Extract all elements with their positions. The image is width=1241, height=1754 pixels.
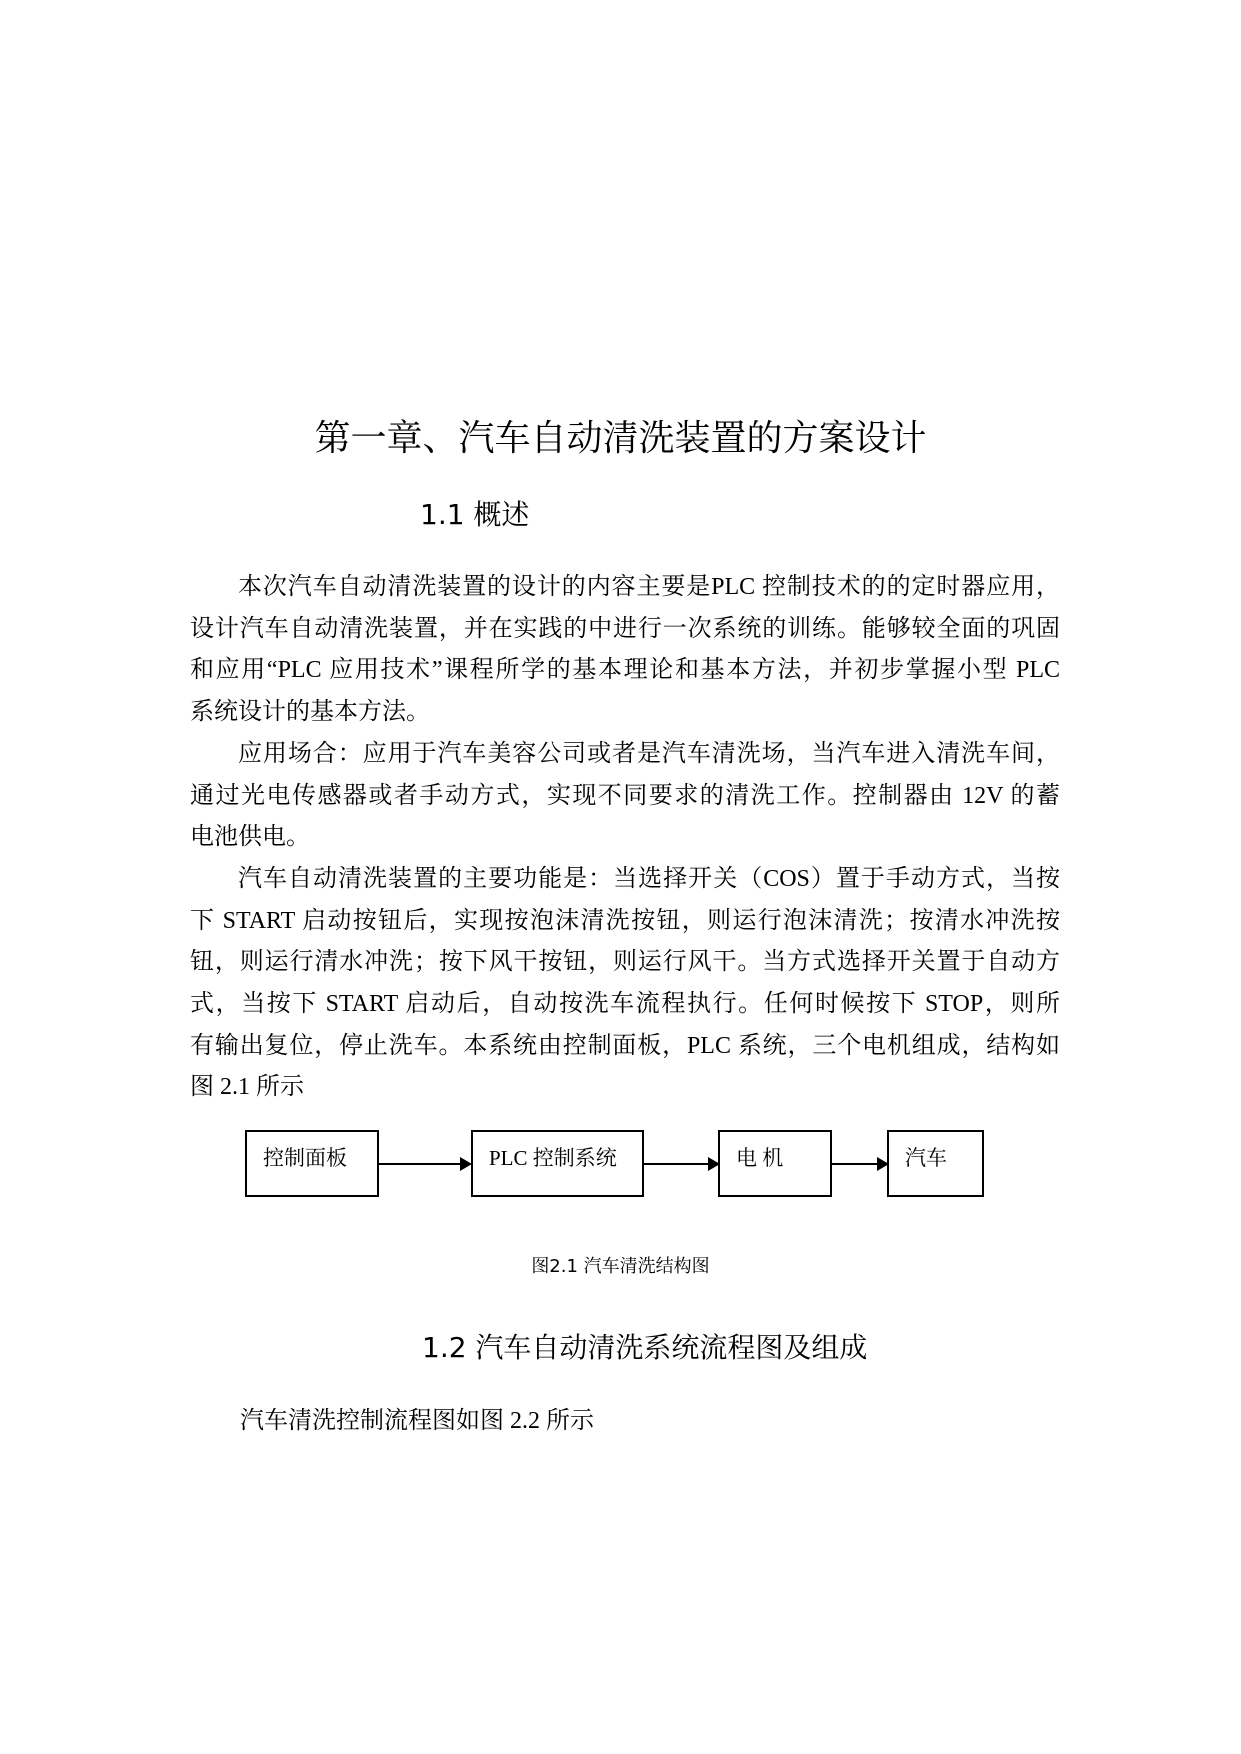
chapter-title: 第一章、汽车自动清洗装置的方案设计 bbox=[314, 418, 927, 459]
text-line: 应用场合：应用于汽车美容公司或者是汽车清洗场，当汽车进入清洗车间， bbox=[238, 741, 1060, 767]
text-line: 设计汽车自动清洗装置，并在实践的中进行一次系统的训练。能够较全面的巩固 bbox=[190, 615, 1060, 642]
text-line: 通过光电传感器或者手动方式，实现不同要求的清洗工作。控制器由 12V 的蓄 bbox=[190, 782, 1060, 809]
arrow-icon bbox=[832, 1163, 887, 1165]
box-plc-system: PLC 控制系统 bbox=[471, 1130, 644, 1197]
paragraph-functions bbox=[190, 859, 1060, 1109]
section-heading-1-1: 1.1 概述 bbox=[420, 498, 530, 531]
text-line: 钮，则运行清水冲洗；按下风干按钮，则运行风干。当方式选择开关置于自动方 bbox=[190, 949, 1060, 976]
arrow-icon bbox=[644, 1163, 718, 1165]
box-motor: 电 机 bbox=[718, 1130, 832, 1197]
text-line: 式，当按下 START 启动后，自动按洗车流程执行。任何时候按下 STOP，则所 bbox=[190, 991, 1060, 1018]
closing-text: 汽车清洗控制流程图如图 2.2 所示 bbox=[240, 1408, 594, 1434]
text-line: 汽车自动清洗装置的主要功能是：当选择开关（COS）置于手动方式，当按 bbox=[238, 866, 1060, 892]
arrow-icon bbox=[379, 1163, 470, 1165]
box-control-panel: 控制面板 bbox=[245, 1130, 379, 1197]
text-line: 有输出复位，停止洗车。本系统由控制面板，PLC 系统，三个电机组成，结构如 bbox=[190, 1032, 1060, 1059]
text-line: 和应用“PLC 应用技术”课程所学的基本理论和基本方法，并初步掌握小型 PLC bbox=[190, 657, 1060, 684]
figure-caption: 图2.1 汽车清洗结构图 bbox=[531, 1256, 710, 1277]
text-line: 系统设计的基本方法。 bbox=[190, 699, 430, 726]
text-line: 电池供电。 bbox=[190, 824, 310, 851]
section-heading-1-2: 1.2 汽车自动清洗系统流程图及组成 bbox=[422, 1331, 868, 1364]
text-line: 下 START 启动按钮后，实现按泡沫清洗按钮，则运行泡沫清洗；按清水冲洗按 bbox=[190, 907, 1060, 934]
paragraph-overview bbox=[190, 567, 1060, 734]
text-line: 本次汽车自动清洗装置的设计的内容主要是PLC 控制技术的的定时器应用， bbox=[238, 574, 1060, 600]
paragraph-application bbox=[190, 734, 1060, 859]
box-car: 汽车 bbox=[887, 1130, 984, 1197]
text-line: 图 2.1 所示 bbox=[190, 1074, 304, 1101]
